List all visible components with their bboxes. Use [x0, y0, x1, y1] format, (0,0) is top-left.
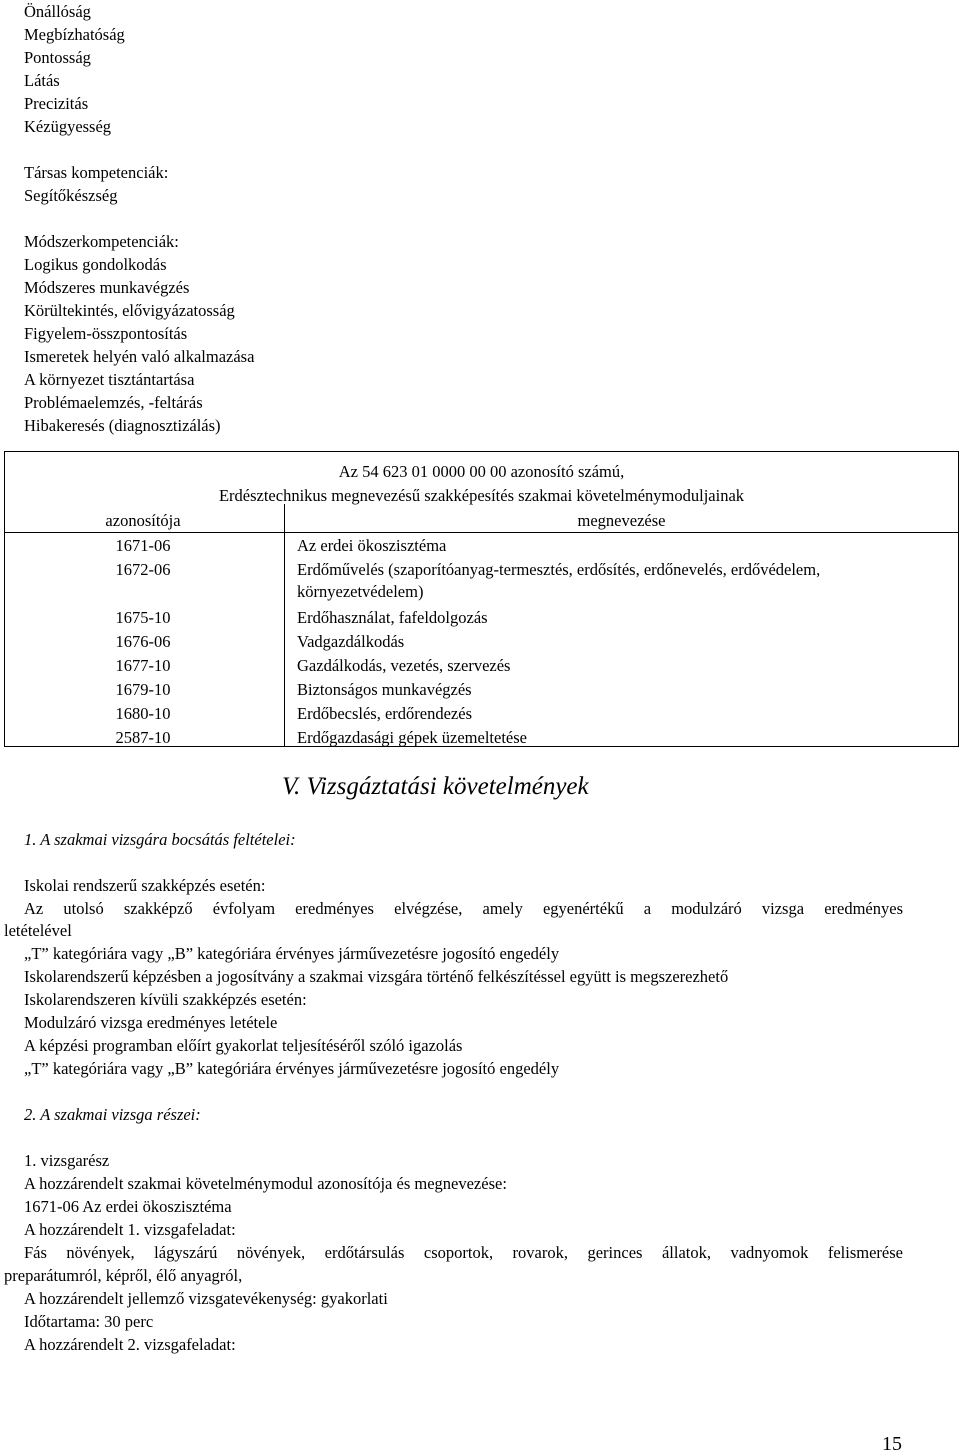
row-id: 1677-10 [115, 656, 171, 675]
row-name: Erdőhasználat, fafeldolgozás [297, 608, 488, 627]
paragraph-line: A hozzárendelt szakmai követelménymodul azonosítója és megnevezése: [24, 1174, 507, 1193]
list-item: Hibakeresés (diagnosztizálás) [24, 416, 221, 435]
row-id: 1676-06 [115, 632, 171, 651]
list-item: Megbízhatóság [24, 25, 125, 44]
paragraph-line: A hozzárendelt 1. vizsgafeladat: [24, 1220, 236, 1239]
paragraph-line: 1671-06 Az erdei ökoszisztéma [24, 1197, 232, 1216]
row-name: Vadgazdálkodás [297, 632, 405, 651]
paragraph-line: letételével [4, 921, 72, 940]
row-name: Az erdei ökoszisztéma [297, 536, 447, 555]
row-id: 2587-10 [115, 728, 171, 747]
paragraph-line: A képzési programban előírt gyakorlat teljesítéséről szóló igazolás [24, 1036, 463, 1055]
page-number: 15 [882, 1433, 902, 1455]
paragraph-line: 1. vizsgarész [24, 1151, 110, 1170]
column-divider [284, 504, 285, 746]
list-item: Logikus gondolkodás [24, 255, 167, 274]
paragraph-line: Fás növények, lágyszárú növények, erdőtársulás csoportok, rovarok, gerinces állatok, vadnyomok felismerése [24, 1243, 903, 1262]
table-subtitle: Erdésztechnikus megnevezésű szakképesítés szakmai követelménymoduljainak [218, 486, 745, 505]
row-name: Erdőbecslés, erdőrendezés [297, 704, 472, 723]
column-header-name: megnevezése [577, 511, 666, 530]
list-item: Körültekintés, elővigyázatosság [24, 301, 235, 320]
header-rule [5, 532, 958, 533]
paragraph-line: Modulzáró vizsga eredményes letétele [24, 1013, 278, 1032]
row-name: Biztonságos munkavégzés [297, 680, 472, 699]
list-item: Kézügyesség [24, 117, 112, 136]
section-title: V. Vizsgáztatási követelmények [282, 773, 589, 800]
list-item: A környezet tisztántartása [24, 370, 195, 389]
row-id: 1671-06 [115, 536, 171, 555]
list-item: Figyelem-összpontosítás [24, 324, 188, 343]
list-item: Pontosság [24, 48, 91, 67]
paragraph-line: Időtartama: 30 perc [24, 1312, 154, 1331]
paragraph-line: „T” kategóriára vagy „B” kategóriára érvényes járművezetésre jogosító engedély [24, 1059, 560, 1078]
row-name: Erdőgazdasági gépek üzemeltetése [297, 728, 527, 747]
row-id: 1672-06 [115, 560, 171, 579]
paragraph-line: Iskolarendszeren kívüli szakképzés esetén: [24, 990, 307, 1009]
section-heading-method: Módszerkompetenciák: [24, 232, 179, 251]
paragraph-line: „T” kategóriára vagy „B” kategóriára érvényes járművezetésre jogosító engedély [24, 944, 560, 963]
list-item: Problémaelemzés, -feltárás [24, 393, 203, 412]
paragraph-line: A hozzárendelt jellemző vizsgatevékenység: gyakorlati [24, 1289, 388, 1308]
row-id: 1675-10 [115, 608, 171, 627]
row-id: 1680-10 [115, 704, 171, 723]
list-item: Látás [24, 71, 60, 90]
subsection-heading: 1. A szakmai vizsgára bocsátás feltételei: [24, 830, 296, 849]
list-item: Segítőkészség [24, 186, 118, 205]
row-name: Erdőművelés (szaporítóanyag-termesztés, erdősítés, erdőnevelés, erdővédelem, [297, 560, 821, 579]
list-item: Önállóság [24, 2, 91, 21]
module-table [4, 451, 959, 747]
paragraph-line: A hozzárendelt 2. vizsgafeladat: [24, 1335, 236, 1354]
section-heading-social: Társas kompetenciák: [24, 163, 169, 182]
subsection-heading: 2. A szakmai vizsga részei: [24, 1105, 201, 1124]
row-name: Gazdálkodás, vezetés, szervezés [297, 656, 511, 675]
table-title: Az 54 623 01 0000 00 00 azonosító számú, [338, 462, 625, 481]
paragraph-line: preparátumról, képről, élő anyagról, [4, 1266, 243, 1285]
paragraph-line: Az utolsó szakképző évfolyam eredményes elvégzése, amely egyenértékű a modulzáró vizsga eredményes [24, 899, 903, 918]
row-id: 1679-10 [115, 680, 171, 699]
list-item: Módszeres munkavégzés [24, 278, 190, 297]
column-header-id: azonosítója [105, 511, 181, 530]
list-item: Precizitás [24, 94, 89, 113]
list-item: Ismeretek helyén való alkalmazása [24, 347, 255, 366]
paragraph-line: Iskolarendszerű képzésben a jogosítvány a szakmai vizsgára történő felkészítéssel együtt is megszerezhető [24, 967, 729, 986]
paragraph-line: Iskolai rendszerű szakképzés esetén: [24, 876, 266, 895]
row-name-continued: környezetvédelem) [297, 582, 424, 601]
